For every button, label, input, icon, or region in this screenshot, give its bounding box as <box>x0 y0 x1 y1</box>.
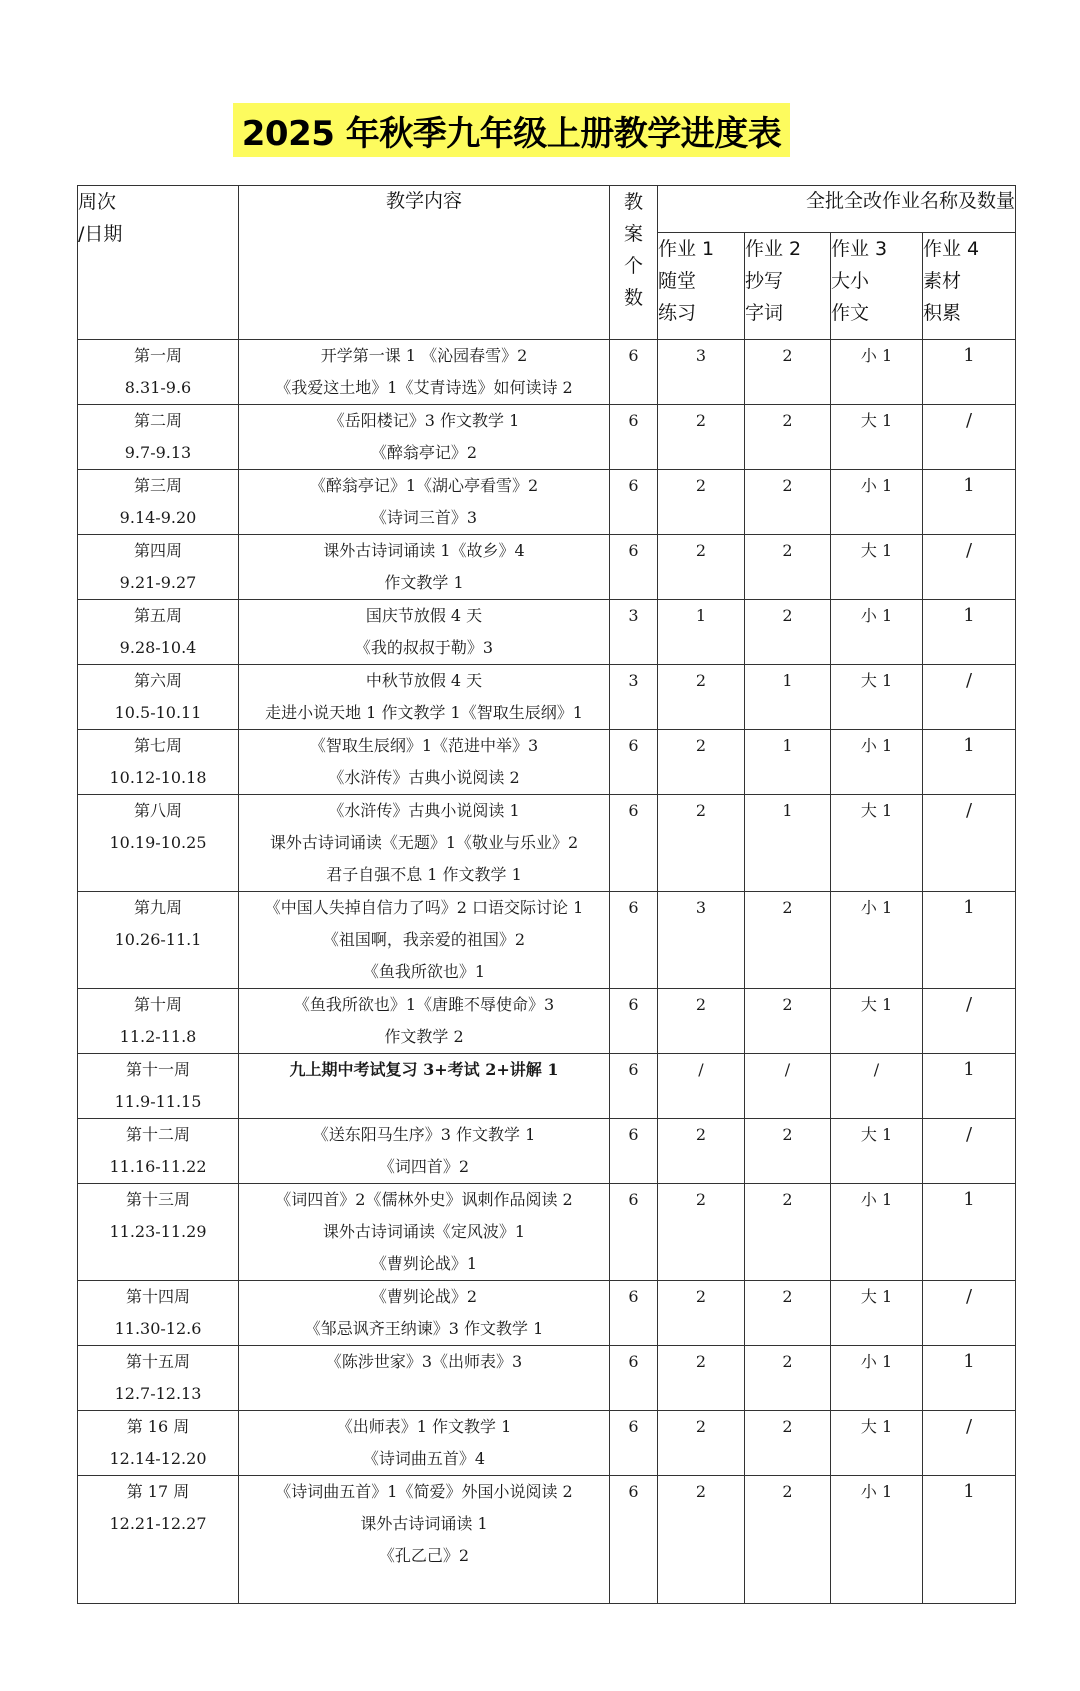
content-line: 《祖国啊，我亲爱的祖国》2 <box>322 930 526 949</box>
content-line: 《词四首》2《儒林外史》讽刺作品阅读 2 <box>275 1190 573 1209</box>
hw3-value: / <box>831 1054 923 1119</box>
week-label: 第三周 <box>133 476 182 495</box>
week-cell <box>78 1281 239 1346</box>
lesson-plan-count: 6 <box>610 1411 658 1476</box>
content-cell <box>239 1184 610 1281</box>
hw4-value: / <box>923 1119 1016 1184</box>
table-row <box>78 795 1016 892</box>
week-dates: 9.21-9.27 <box>119 573 197 592</box>
content-line: 《曹刿论战》2 <box>370 1287 478 1306</box>
week-label: 第十二周 <box>125 1125 190 1144</box>
hw3-value: 小 1 <box>831 892 923 989</box>
content-line: 《词四首》2 <box>378 1157 470 1176</box>
hw1-value: 2 <box>658 1184 745 1281</box>
hw1-value: 2 <box>658 470 745 535</box>
week-label: 第十五周 <box>125 1352 190 1371</box>
week-label: 第八周 <box>133 801 182 820</box>
week-dates: 10.19-10.25 <box>109 833 207 852</box>
week-cell <box>78 730 239 795</box>
hw4-value: / <box>923 1281 1016 1346</box>
hw1-value: 2 <box>658 1119 745 1184</box>
week-dates: 10.12-10.18 <box>109 768 207 787</box>
lesson-plan-count: 6 <box>610 1184 658 1281</box>
content-line: 《孔乙己》2 <box>378 1546 470 1565</box>
header-hw-line: 积累 <box>923 302 962 324</box>
table-row <box>78 892 1016 989</box>
hw1-value: 2 <box>658 405 745 470</box>
week-label: 第十周 <box>133 995 182 1014</box>
week-cell <box>78 1184 239 1281</box>
hw3-value: 小 1 <box>831 1346 923 1411</box>
content-line: 《鱼我所欲也》1《唐雎不辱使命》3 <box>293 995 555 1014</box>
title-highlight <box>233 103 790 157</box>
header-hw-line: 抄写 <box>745 270 784 292</box>
lesson-plan-count: 6 <box>610 1054 658 1119</box>
week-cell <box>78 795 239 892</box>
content-line: 君子自强不息 1 作文教学 1 <box>326 865 522 884</box>
week-dates: 8.31-9.6 <box>124 378 192 397</box>
table-row <box>78 1054 1016 1119</box>
content-line: 《岳阳楼记》3 作文教学 1 <box>328 411 520 430</box>
hw2-value: 2 <box>745 535 831 600</box>
lesson-plan-count: 6 <box>610 405 658 470</box>
hw4-value: 1 <box>923 1184 1016 1281</box>
content-cell <box>239 1476 610 1604</box>
hw1-value: 2 <box>658 1281 745 1346</box>
hw4-value: 1 <box>923 470 1016 535</box>
content-line: 走进小说天地 1 作文教学 1《智取生辰纲》1 <box>265 703 583 722</box>
hw4-value: / <box>923 795 1016 892</box>
hw4-value: 1 <box>923 1054 1016 1119</box>
lesson-plan-count: 3 <box>610 600 658 665</box>
content-cell <box>239 470 610 535</box>
content-cell <box>239 405 610 470</box>
table-row <box>78 989 1016 1054</box>
content-line: 课外古诗词诵读 1 <box>360 1514 488 1533</box>
table-row <box>78 405 1016 470</box>
header-homework-group: 全批全改作业名称及数量 <box>658 186 1016 233</box>
week-dates: 11.2-11.8 <box>119 1027 197 1046</box>
hw2-value: 2 <box>745 1184 831 1281</box>
week-label: 第四周 <box>133 541 182 560</box>
week-dates: 10.5-10.11 <box>114 703 202 722</box>
header-lesson-char: 案 <box>623 223 643 245</box>
week-label: 第十四周 <box>125 1287 190 1306</box>
header-week-line: 周次 <box>78 191 117 213</box>
content-cell <box>239 892 610 989</box>
header-lesson-plans <box>610 186 658 340</box>
week-label: 第十三周 <box>125 1190 190 1209</box>
header-hw-line: 字词 <box>745 302 784 324</box>
hw4-value: / <box>923 535 1016 600</box>
hw3-value: 大 1 <box>831 1119 923 1184</box>
content-cell <box>239 1346 610 1411</box>
week-cell <box>78 1346 239 1411</box>
hw3-value: 小 1 <box>831 470 923 535</box>
table-row <box>78 535 1016 600</box>
header-hw1 <box>658 233 745 340</box>
week-dates: 11.30-12.6 <box>114 1319 202 1338</box>
hw2-value: 2 <box>745 340 831 405</box>
week-dates: 12.21-12.27 <box>109 1514 207 1533</box>
lesson-plan-count: 6 <box>610 892 658 989</box>
hw1-value: 2 <box>658 1411 745 1476</box>
content-line: 《醉翁亭记》1《湖心亭看雪》2 <box>309 476 539 495</box>
hw2-value: 2 <box>745 989 831 1054</box>
hw2-value: / <box>745 1054 831 1119</box>
week-dates: 9.14-9.20 <box>119 508 197 527</box>
content-cell <box>239 1281 610 1346</box>
week-label: 第二周 <box>133 411 182 430</box>
week-cell <box>78 535 239 600</box>
week-dates: 10.26-11.1 <box>114 930 202 949</box>
content-cell <box>239 1119 610 1184</box>
content-line: 开学第一课 1 《沁园春雪》2 <box>320 346 528 365</box>
hw4-value: 1 <box>923 340 1016 405</box>
lesson-plan-count: 3 <box>610 665 658 730</box>
hw1-value: 2 <box>658 1476 745 1604</box>
header-week <box>78 186 239 340</box>
header-lesson-char: 数 <box>623 287 643 309</box>
content-cell <box>239 535 610 600</box>
week-label: 第一周 <box>133 346 182 365</box>
schedule-table <box>77 185 1016 1604</box>
hw3-value: 大 1 <box>831 1411 923 1476</box>
table-row <box>78 1184 1016 1281</box>
lesson-plan-count: 6 <box>610 1476 658 1604</box>
content-line: 《出师表》1 作文教学 1 <box>336 1417 512 1436</box>
page-title: 2025 年秋季九年级上册教学进度表 <box>241 113 782 154</box>
header-hw-line: 作文 <box>831 302 870 324</box>
lesson-plan-count: 6 <box>610 795 658 892</box>
lesson-plan-count: 6 <box>610 989 658 1054</box>
hw4-value: 1 <box>923 1476 1016 1604</box>
week-label: 第七周 <box>133 736 182 755</box>
hw1-value: / <box>658 1054 745 1119</box>
week-dates: 11.16-11.22 <box>109 1157 207 1176</box>
content-line: 《中国人失掉自信力了吗》2 口语交际讨论 1 <box>264 898 584 917</box>
content-line: 国庆节放假 4 天 <box>365 606 483 625</box>
week-label: 第 17 周 <box>126 1482 190 1501</box>
hw2-value: 2 <box>745 1346 831 1411</box>
content-line: 《诗词曲五首》4 <box>362 1449 486 1468</box>
content-line: 课外古诗词诵读《无题》1《敬业与乐业》2 <box>269 833 579 852</box>
week-cell <box>78 989 239 1054</box>
hw2-value: 2 <box>745 470 831 535</box>
hw1-value: 2 <box>658 989 745 1054</box>
content-cell <box>239 1054 610 1119</box>
content-cell <box>239 1411 610 1476</box>
lesson-plan-count: 6 <box>610 1346 658 1411</box>
week-label: 第五周 <box>133 606 182 625</box>
hw2-value: 1 <box>745 665 831 730</box>
hw1-value: 3 <box>658 892 745 989</box>
table-row <box>78 1476 1016 1604</box>
hw3-value: 小 1 <box>831 340 923 405</box>
lesson-plan-count: 6 <box>610 730 658 795</box>
table-row <box>78 1346 1016 1411</box>
lesson-plan-count: 6 <box>610 1119 658 1184</box>
content-cell <box>239 665 610 730</box>
hw4-value: 1 <box>923 600 1016 665</box>
content-line: 《邹忌讽齐王纳谏》3 作文教学 1 <box>304 1319 544 1338</box>
week-label: 第十一周 <box>125 1060 190 1079</box>
header-hw-line: 大小 <box>831 270 870 292</box>
lesson-plan-count: 6 <box>610 340 658 405</box>
hw1-value: 2 <box>658 535 745 600</box>
content-line: 《诗词三首》3 <box>370 508 478 527</box>
hw1-value: 2 <box>658 1346 745 1411</box>
hw1-value: 3 <box>658 340 745 405</box>
week-dates: 12.7-12.13 <box>114 1384 202 1403</box>
header-hw-line: 作业 2 <box>745 238 802 260</box>
hw4-value: / <box>923 1411 1016 1476</box>
hw4-value: 1 <box>923 892 1016 989</box>
hw4-value: / <box>923 665 1016 730</box>
content-line: 《水浒传》古典小说阅读 2 <box>328 768 520 787</box>
week-cell <box>78 340 239 405</box>
hw3-value: 小 1 <box>831 730 923 795</box>
header-hw2 <box>745 233 831 340</box>
content-line: 《鱼我所欲也》1 <box>362 962 486 981</box>
hw2-value: 2 <box>745 1281 831 1346</box>
hw3-value: 大 1 <box>831 989 923 1054</box>
header-lesson-char: 教 <box>623 191 643 213</box>
week-cell <box>78 600 239 665</box>
table-row <box>78 730 1016 795</box>
week-dates: 9.28-10.4 <box>119 638 197 657</box>
hw1-value: 2 <box>658 795 745 892</box>
content-line: 《曹刿论战》1 <box>370 1254 478 1273</box>
header-hw-line: 作业 4 <box>923 238 980 260</box>
content-line: 作文教学 1 <box>384 573 464 592</box>
week-label: 第六周 <box>133 671 182 690</box>
content-cell <box>239 340 610 405</box>
header-hw-line: 随堂 <box>658 270 697 292</box>
table-row <box>78 340 1016 405</box>
content-line: 作文教学 2 <box>384 1027 464 1046</box>
hw2-value: 2 <box>745 600 831 665</box>
hw1-value: 2 <box>658 665 745 730</box>
content-line: 课外古诗词诵读 1《故乡》4 <box>323 541 525 560</box>
header-hw-line: 作业 1 <box>658 238 715 260</box>
hw2-value: 2 <box>745 1411 831 1476</box>
week-cell <box>78 1054 239 1119</box>
hw3-value: 大 1 <box>831 795 923 892</box>
hw2-value: 2 <box>745 892 831 989</box>
content-line: 《陈涉世家》3《出师表》3 <box>325 1352 523 1371</box>
hw2-value: 2 <box>745 1119 831 1184</box>
lesson-plan-count: 6 <box>610 470 658 535</box>
week-cell <box>78 1476 239 1604</box>
table-row <box>78 600 1016 665</box>
header-hw3 <box>831 233 923 340</box>
hw3-value: 小 1 <box>831 1476 923 1604</box>
content-line: 《智取生辰纲》1《范进中举》3 <box>309 736 539 755</box>
content-cell <box>239 795 610 892</box>
header-hw4 <box>923 233 1016 340</box>
header-week-line: /日期 <box>78 223 123 245</box>
week-cell <box>78 1119 239 1184</box>
hw4-value: / <box>923 989 1016 1054</box>
hw3-value: 大 1 <box>831 535 923 600</box>
hw3-value: 大 1 <box>831 665 923 730</box>
content-line: 《我爱这土地》1《艾青诗选》如何读诗 2 <box>275 378 573 397</box>
week-cell <box>78 665 239 730</box>
content-cell <box>239 600 610 665</box>
hw1-value: 2 <box>658 730 745 795</box>
hw3-value: 大 1 <box>831 1281 923 1346</box>
content-line: 《送东阳马生序》3 作文教学 1 <box>312 1125 536 1144</box>
content-line: 课外古诗词诵读《定风波》1 <box>322 1222 526 1241</box>
week-dates: 9.7-9.13 <box>124 443 192 462</box>
content-line: 《我的叔叔于勒》3 <box>354 638 494 657</box>
hw2-value: 2 <box>745 405 831 470</box>
hw3-value: 小 1 <box>831 600 923 665</box>
header-hw-line: 作业 3 <box>831 238 888 260</box>
content-line: 《醉翁亭记》2 <box>370 443 478 462</box>
lesson-plan-count: 6 <box>610 535 658 600</box>
hw2-value: 1 <box>745 730 831 795</box>
week-dates: 12.14-12.20 <box>109 1449 207 1468</box>
hw2-value: 2 <box>745 1476 831 1604</box>
hw4-value: 1 <box>923 730 1016 795</box>
content-line: 《诗词曲五首》1《简爱》外国小说阅读 2 <box>275 1482 573 1501</box>
header-hw-line: 练习 <box>658 302 697 324</box>
table-row <box>78 665 1016 730</box>
hw1-value: 1 <box>658 600 745 665</box>
header-hw-line: 素材 <box>923 270 962 292</box>
week-dates: 11.23-11.29 <box>109 1222 207 1241</box>
week-label: 第 16 周 <box>126 1417 190 1436</box>
content-cell <box>239 989 610 1054</box>
week-label: 第九周 <box>133 898 182 917</box>
week-cell <box>78 470 239 535</box>
content-line: 九上期中考试复习 3+考试 2+讲解 1 <box>289 1060 559 1079</box>
hw4-value: 1 <box>923 1346 1016 1411</box>
hw3-value: 大 1 <box>831 405 923 470</box>
hw3-value: 小 1 <box>831 1184 923 1281</box>
table-row <box>78 1411 1016 1476</box>
week-dates: 11.9-11.15 <box>114 1092 202 1111</box>
header-content: 教学内容 <box>239 186 610 340</box>
lesson-plan-count: 6 <box>610 1281 658 1346</box>
content-line: 《水浒传》古典小说阅读 1 <box>328 801 520 820</box>
content-cell <box>239 730 610 795</box>
table-row <box>78 470 1016 535</box>
week-cell <box>78 1411 239 1476</box>
hw4-value: / <box>923 405 1016 470</box>
week-cell <box>78 892 239 989</box>
hw2-value: 1 <box>745 795 831 892</box>
week-cell <box>78 405 239 470</box>
table-row <box>78 1281 1016 1346</box>
header-lesson-char: 个 <box>623 255 643 277</box>
content-line: 中秋节放假 4 天 <box>365 671 483 690</box>
table-row <box>78 1119 1016 1184</box>
